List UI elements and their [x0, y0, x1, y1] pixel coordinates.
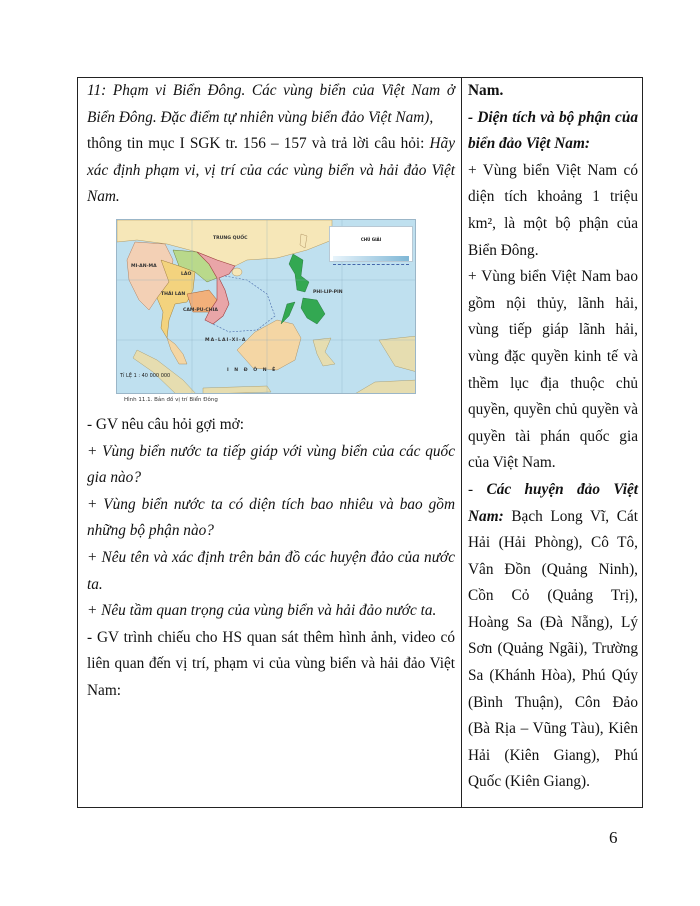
question-1: + Vùng biển nước ta tiếp giáp với vùng biển của các quốc gia nào? — [87, 442, 455, 487]
depth-scale-bar — [333, 256, 409, 261]
label-malaysia: MA-LAI-XI-A — [205, 337, 247, 343]
continued-text: Nam. — [468, 82, 504, 99]
question-3: + Nêu tên và xác định trên bản đồ các huyện đảo của nước ta. — [87, 548, 455, 593]
page-number: 6 — [609, 828, 618, 847]
activity-column — [87, 78, 455, 705]
task-heading: 11: Phạm vi Biển Đông. Các vùng biển của Việt Nam ở Biển Đông. Đặc điểm tự nhiên vùng biển đảo Việt Nam), — [87, 82, 455, 126]
boundary-line-sample — [333, 264, 409, 266]
parts-paragraph: + Vùng biển Việt Nam bao gồm nội thủy, lãnh hải, vùng tiếp giáp lãnh hải, vùng đặc quyền kinh tế và thềm lục địa thuộc chủ quyền, quyền chủ quyền và quyền tài phán quốc gia của Việt Nam. — [468, 268, 638, 472]
label-philippines: PHI-LIP-PIN — [313, 289, 343, 295]
area-paragraph: + Vùng biển Việt Nam có diện tích khoảng 1 triệu km², là một bộ phận của Biển Đông. — [468, 161, 638, 259]
gv-question-intro: - GV nêu câu hỏi gợi mở: — [87, 415, 244, 433]
lesson-table — [77, 77, 643, 808]
bien-dong-map — [116, 219, 416, 394]
label-laos: LÀO — [181, 271, 192, 277]
label-cambodia: CAM-PU-CHIA — [183, 307, 218, 313]
districts-paragraph: - Các huyện đảo Việt Nam: Bạch Long Vĩ, Cát Hải (Hải Phòng), Cô Tô, Vân Đồn (Quảng Ninh), Cồn Cỏ (Quảng Trị), Hoàng Sa (Đà Nẵng), Lý Sơn (Quảng Ngãi), Trường Sa (Khánh Hòa), Phú Qúy (Bình Thuận), Côn Đảo (Bà Rịa – Vũng Tàu), Kiên Hải (Kiên Giang), Phú Quốc (Kiên Giang). — [468, 480, 639, 791]
content-column — [468, 78, 638, 796]
map-caption: Hình 11.1. Bản đồ vị trí Biển Đông — [124, 396, 218, 403]
label-indonesia: I N Đ Ô N Ê — [227, 367, 278, 373]
label-thailand: THÁI LAN — [161, 291, 186, 297]
label-china: TRUNG QUỐC — [213, 235, 248, 241]
districts-heading: Các huyện đảo Việt Nam: — [468, 480, 639, 525]
area-heading: - Diện tích và bộ phận của biển đảo Việt Nam: — [468, 108, 638, 153]
label-myanmar: MI-AN-MA — [131, 263, 157, 269]
map-scale: Tỉ LỆ 1 : 40 000 000 — [120, 373, 171, 380]
gv-presentation: - GV trình chiếu cho HS quan sát thêm hình ảnh, video có liên quan đến vị trí, phạm vi của vùng biển và hải đảo Việt Nam: — [87, 628, 455, 699]
question-2: + Vùng biển nước ta có diện tích bao nhiêu và bao gồm những bộ phận nào? — [87, 495, 455, 540]
map-legend: CHÚ GIẢI — [329, 226, 413, 262]
question-4: + Nêu tầm quan trọng của vùng biển và hải đảo nước ta. — [87, 602, 437, 620]
task-instruction: thông tin mục I SGK tr. 156 – 157 và trả lời câu hỏi: Hãy xác định phạm vi, vị trí của các vùng biển và hải đảo Việt Nam. — [87, 135, 455, 206]
column-divider — [461, 78, 462, 807]
